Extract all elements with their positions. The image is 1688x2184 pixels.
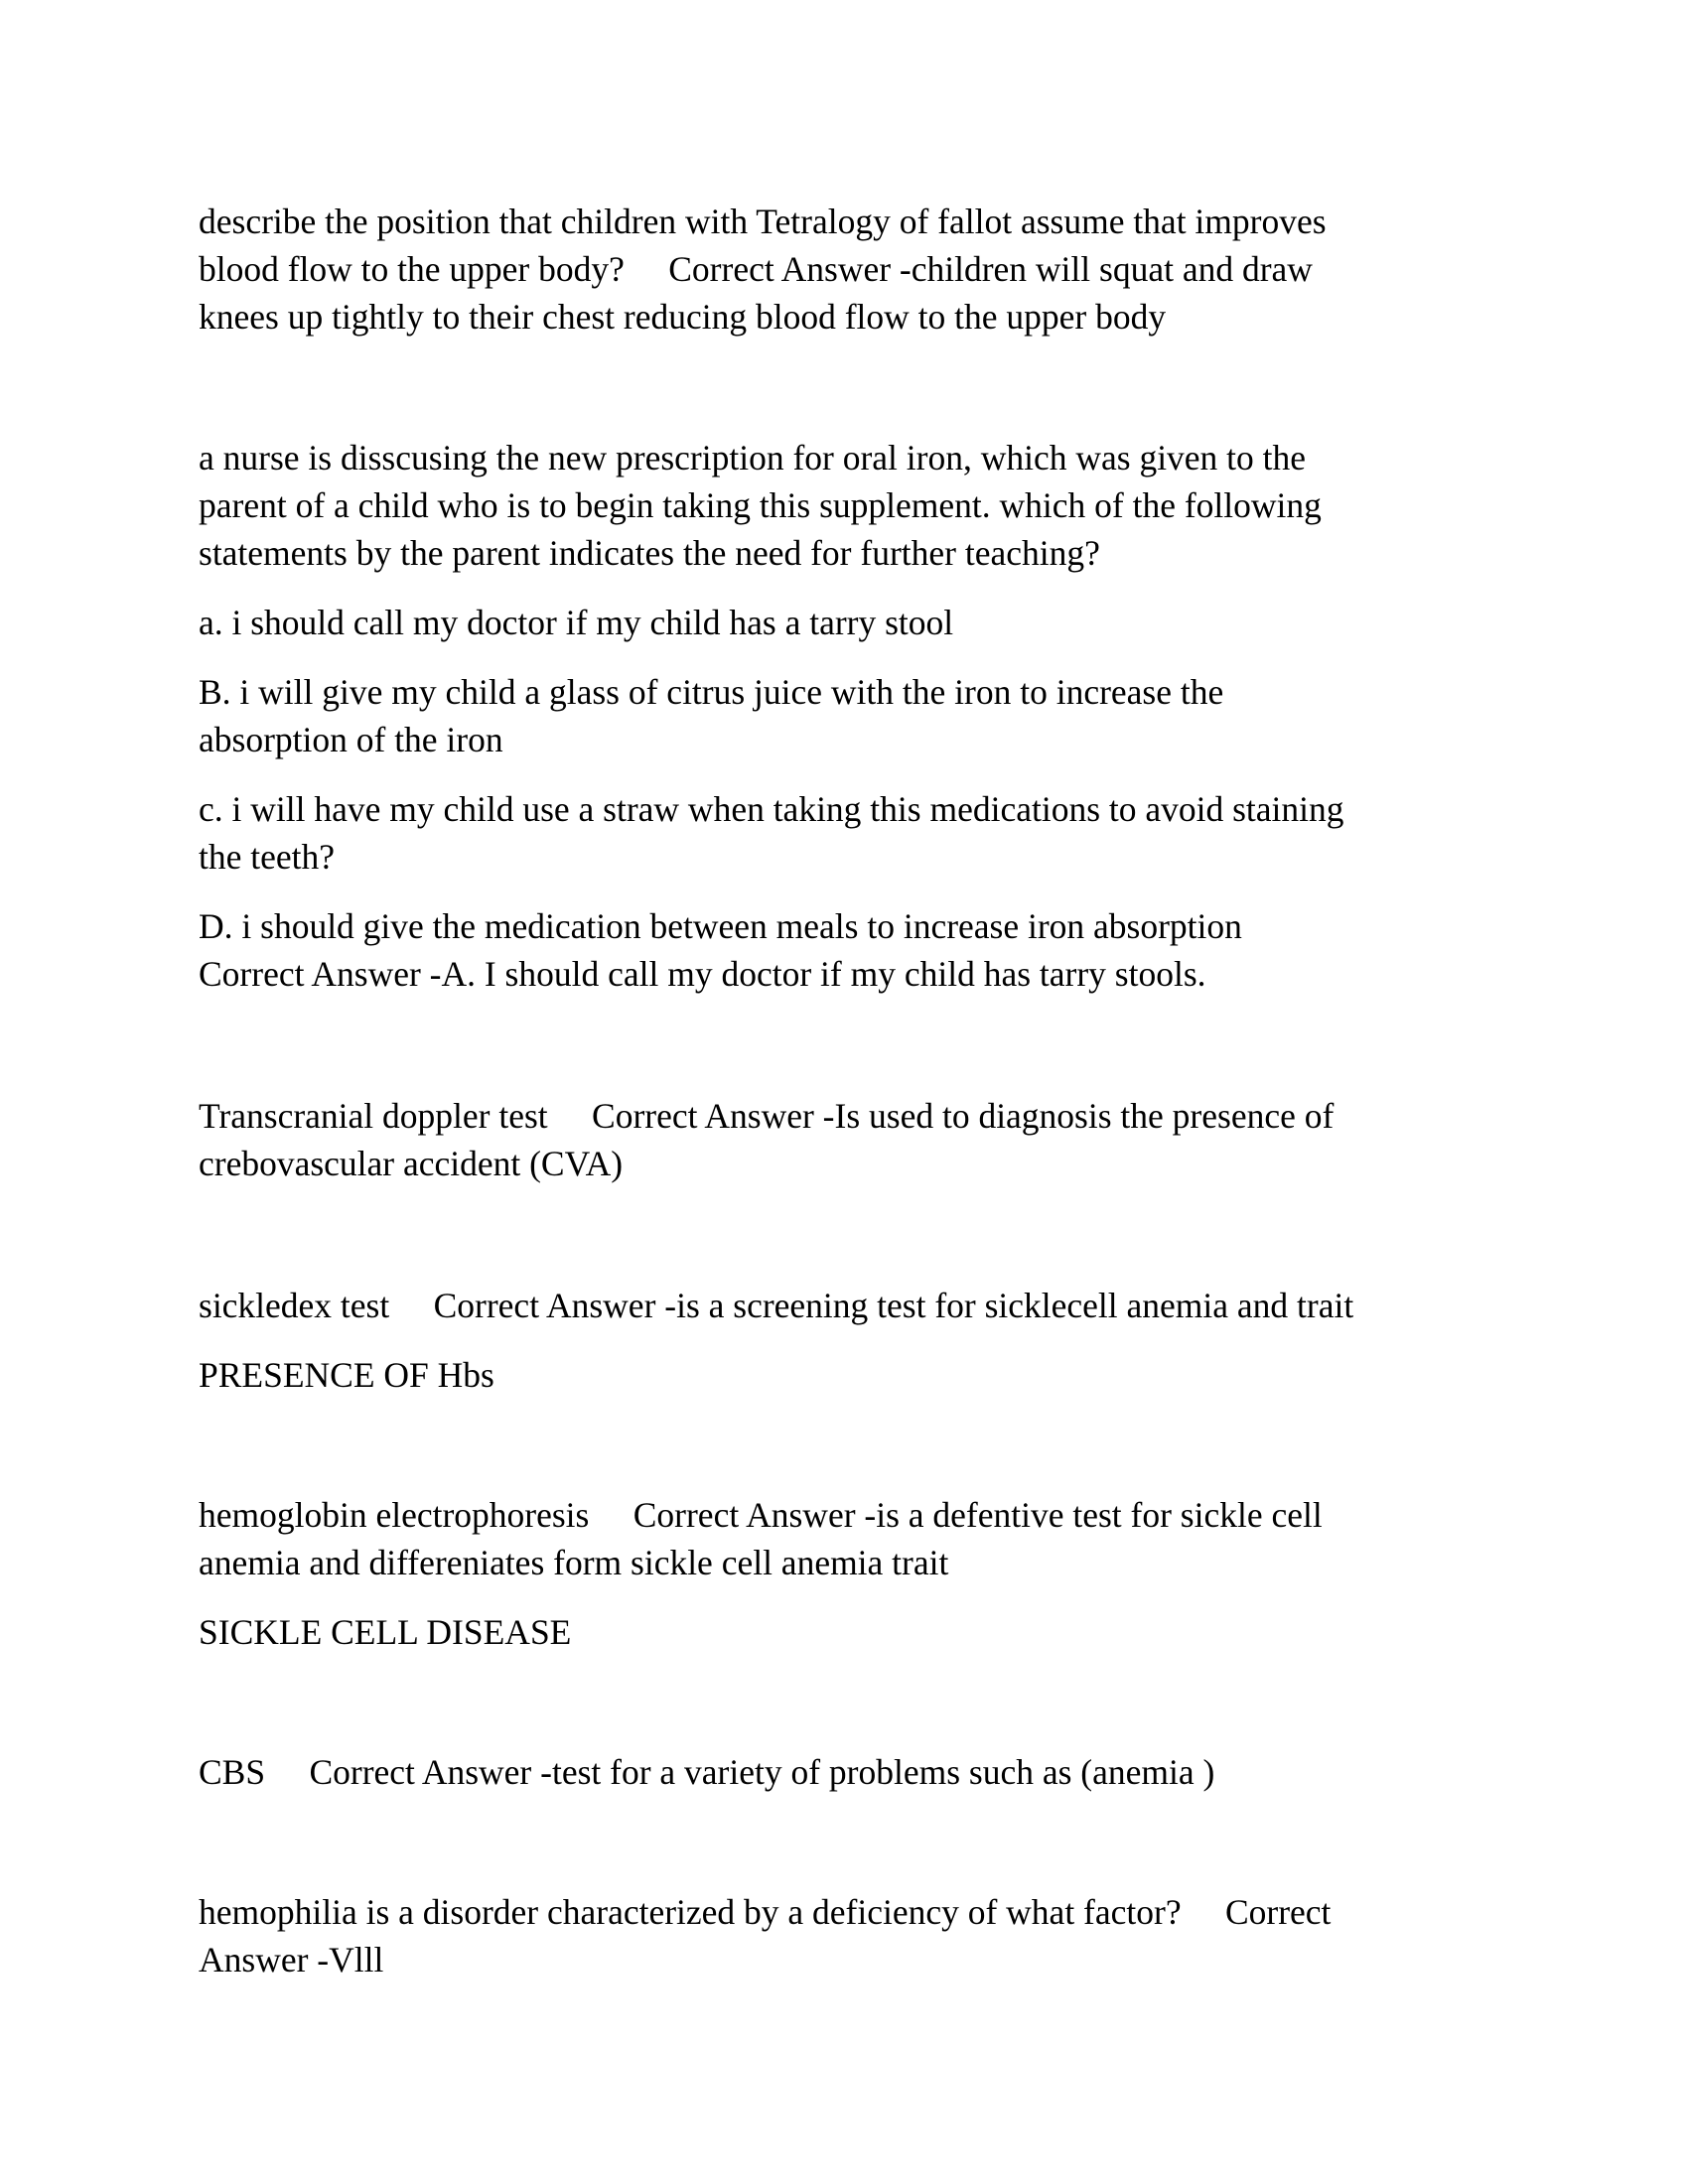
sickledex-answer: sickledex test Correct Answer -is a screening test for sicklecell anemia and trait bbox=[199, 1286, 1354, 1325]
option-d-and-answer: D. i should give the medication between meals to increase iron absorption Correct Answer -A. I should call my doctor if my child has tarry stools. bbox=[199, 906, 1242, 994]
option-a: a. i should call my doctor if my child has a tarry stool bbox=[199, 603, 954, 642]
option-b: B. i will give my child a glass of citrus juice with the iron to increase the absorption of the iron bbox=[199, 672, 1224, 759]
option-c: c. i will have my child use a straw when taking this medications to avoid staining the teeth? bbox=[199, 789, 1344, 877]
presence-of-hbs: PRESENCE OF Hbs bbox=[199, 1355, 494, 1395]
tetralogy-question-answer: describe the position that children with Tetralogy of fallot assume that improves blood flow to the upper body? Correct Answer -children will squat and draw knees up tightly to their chest reducing blood flow to the upper body bbox=[199, 202, 1327, 337]
transcranial-doppler-answer: Transcranial doppler test Correct Answer -Is used to diagnosis the presence of crebovascular accident (CVA) bbox=[199, 1096, 1335, 1183]
cbs-answer: CBS Correct Answer -test for a variety of problems such as (anemia ) bbox=[199, 1752, 1215, 1792]
hemoglobin-electrophoresis-answer: hemoglobin electrophoresis Correct Answer -is a defentive test for sickle cell anemia and differeniates form sickle cell anemia trait bbox=[199, 1495, 1323, 1582]
oral-iron-question: a nurse is disscusing the new prescription for oral iron, which was given to the parent of a child who is to begin taking this supplement. which of the following statements by the parent indicates the need for further teaching? bbox=[199, 438, 1322, 573]
sickle-cell-disease: SICKLE CELL DISEASE bbox=[199, 1612, 572, 1652]
hemophilia-question-answer: hemophilia is a disorder characterized by a deficiency of what factor? Correct Answer -Vlll bbox=[199, 1892, 1332, 1979]
